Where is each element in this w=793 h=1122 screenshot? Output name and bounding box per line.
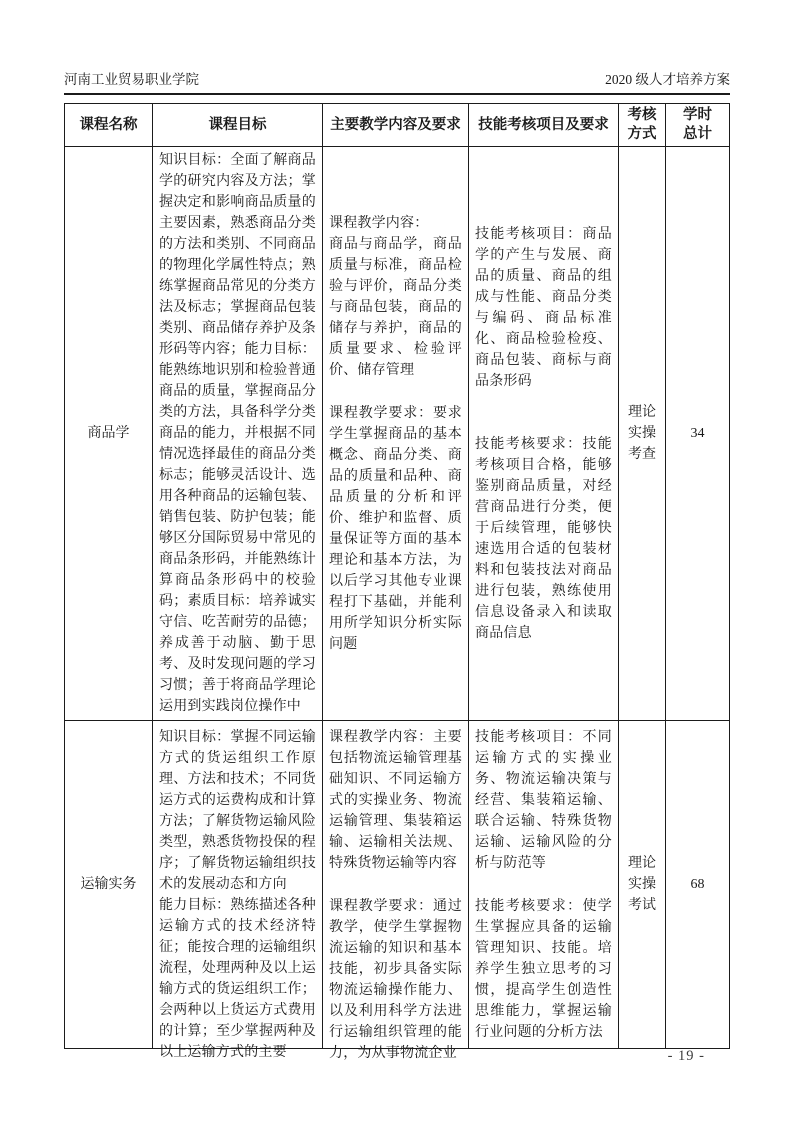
assessment-method-line: 考查 xyxy=(628,447,656,462)
course-name-cell xyxy=(65,721,153,1049)
teaching-content-text: 课程教学内容：主要包括物流运输管理基础知识、不同运输方式的实操业务、物流运输管理、集装箱运输、运输相关法规、特殊货物运输等内容 xyxy=(329,729,462,871)
teaching-content-cell xyxy=(323,147,469,721)
course-name-cell xyxy=(65,147,153,721)
column-header-skill-assessment: 技能考核项目及要求 xyxy=(469,104,619,147)
table-header-row xyxy=(65,104,730,147)
skill-assessment-cell xyxy=(469,147,619,721)
column-header-total-hours: 学时 总计 xyxy=(666,104,730,147)
page-number: - 19 - xyxy=(667,1048,705,1064)
teaching-requirement-text: 课程教学要求：通过教学，使学生掌握物流运输的知识和基本技能，初步具备实际物流运输操作能力、以及利用科学方法进行运输组织管理的能力，为从事物流企业 xyxy=(329,898,462,1061)
course-objectives-cell xyxy=(153,721,323,1060)
program-title: 2020 级人才培养方案 xyxy=(605,72,730,87)
teaching-requirement-text: 课程教学要求：要求学生掌握商品的基本概念、商品分类、商品的质量和品种、商品质量的分析和评价、维护和监督、质量保证等方面的基本理论和基本方法，为以后学习其他专业课程打下基础，并能利用所学知识分析实际问题 xyxy=(329,405,462,652)
column-header-teaching-content: 主要教学内容及要求 xyxy=(323,104,469,147)
school-name: 河南工业贸易职业学院 xyxy=(64,72,199,87)
assessment-method-line: 理论 xyxy=(628,856,656,871)
column-header-assessment-method: 考核 方式 xyxy=(619,104,666,147)
teaching-content-cell xyxy=(323,721,469,1061)
assessment-method-line: 实操 xyxy=(628,426,656,441)
assessment-method-cell xyxy=(619,721,666,1049)
column-header-course-name: 课程名称 xyxy=(65,104,153,147)
table-row-transport-practice xyxy=(65,721,730,1049)
teaching-content-text: 课程教学内容： 商品与商品学，商品质量与标准，商品检验与评价，商品分类与商品包装，商品的储存与养护，商品的质量要求、检验评价、储存管理 xyxy=(329,215,462,378)
assessment-method-line: 考试 xyxy=(628,898,656,913)
assessment-method-line: 理论 xyxy=(628,405,656,420)
table-row-commodity-science xyxy=(65,147,730,721)
total-hours-cell xyxy=(666,147,730,721)
running-header xyxy=(64,68,730,95)
skill-assessment-cell xyxy=(469,721,619,1049)
assessment-items-text: 技能考核项目：不同运输方式的实操业务、物流运输决策与经营、集装箱运输、联合运输、特殊货物运输、运输风险的分析与防范等 xyxy=(475,729,612,871)
course-objectives-text: 知识目标：全面了解商品学的研究内容及方法；掌握决定和影响商品质量的主要因素，熟悉商品分类的方法和类别、不同商品的物理化学属性特点；熟练掌握商品常见的分类方法及标志；掌握商品包装类别、商品储存养护及条形码等内容；能力目标：能熟练地识别和检验普通商品的质量，掌握商品分类的方法，具备科学分类商品的能力，并根据不同情况选择最佳的商品分类标志；能够灵活设计、选用各种商品的运输包装、销售包装、防护包装；能够区分国际贸易中常见的商品条形码，并能熟练计算商品条形码中的校验码；素质目标：培养诚实守信、吃苦耐劳的品德；养成善于动脑、勤于思考、及时发现问题的学习习惯；善于将商品学理论运用到实践岗位操作中 xyxy=(159,153,316,714)
total-hours-value: 34 xyxy=(690,426,705,441)
total-hours-cell xyxy=(666,721,730,1049)
course-objectives-cell xyxy=(153,147,323,721)
assessment-requirement-text: 技能考核要求：技能考核项目合格，能够鉴别商品质量，对经营商品进行分类，便于后续管理，能够快速选用合适的包装材料和包装技法对商品进行包装，熟练使用信息设备录入和读取商品信息 xyxy=(475,436,612,641)
column-header-course-objectives: 课程目标 xyxy=(153,104,323,147)
course-name: 商品学 xyxy=(87,426,130,441)
assessment-method-line: 实操 xyxy=(628,877,656,892)
assessment-method-cell xyxy=(619,147,666,721)
assessment-requirement-text: 技能考核要求：使学生掌握应具备的运输管理知识、技能。培养学生独立思考的习惯，提高学生创造性思维能力，掌握运输行业问题的分析方法 xyxy=(475,898,612,1040)
total-hours-value: 68 xyxy=(690,877,705,892)
course-objectives-text: 知识目标：掌握不同运输方式的货运组织工作原理、方法和技术；不同货运方式的运费构成和计算方法；了解货物运输风险类型，熟悉货物投保的程序；了解货物运输组织技术的发展动态和方向 能力目标：熟练描述各种运输方式的技术经济特征；能按合理的运输组织流程，处理两种及以上运输方式的货运组织工作；会两种以上货运方式费用的计算；至少掌握两种及以上运输方式的主要 xyxy=(159,729,316,1060)
assessment-items-text: 技能考核项目：商品学的产生与发展、商品的质量、商品的组成与性能、商品分类与编码、商品标准化、商品检验检疫、商品包装、商标与商品条形码 xyxy=(475,226,612,389)
course-name: 运输实务 xyxy=(80,877,137,892)
